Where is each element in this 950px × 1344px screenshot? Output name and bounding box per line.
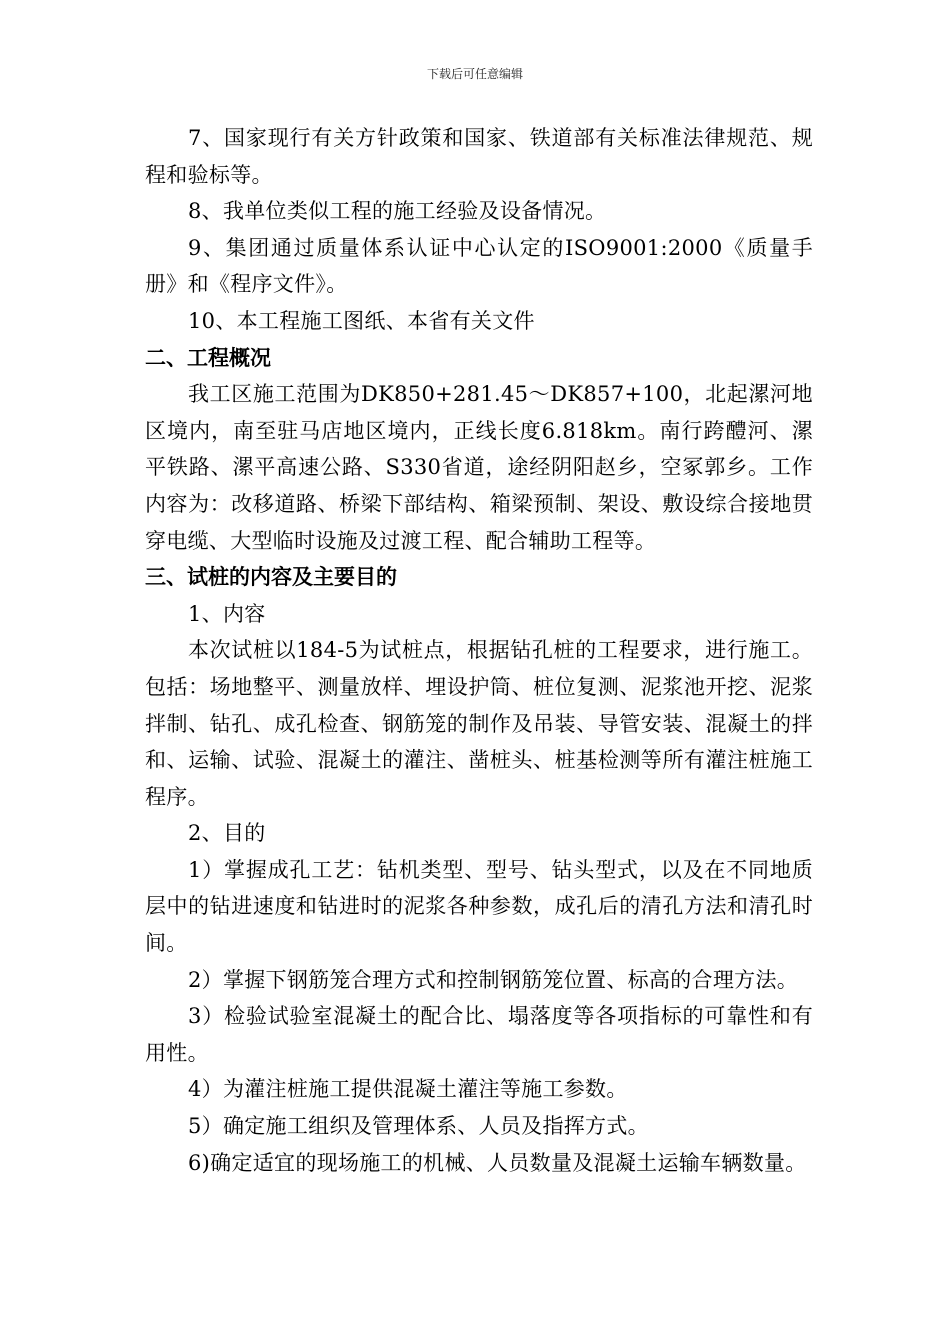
section-title-project-overview: 二、工程概况 <box>145 345 271 370</box>
purpose-item-2: 2）掌握下钢筋笼合理方式和控制钢筋笼位置、标高的合理方法。 <box>188 967 799 992</box>
basis-item-7: 7、国家现行有关方针政策和国家、铁道部有关标准法律规范、规程和验标等。 <box>145 126 813 187</box>
purpose-item-1: 1）掌握成孔工艺：钻机类型、型号、钻头型式，以及在不同地质层中的钻进速度和钻进时的泥浆各种参数，成孔后的清孔方法和清孔时间。 <box>145 857 813 956</box>
subsection-title-content: 1、内容 <box>188 601 266 626</box>
basis-item-9: 9、集团通过质量体系认证中心认定的ISO9001:2000《质量手册》和《程序文件》。 <box>145 235 813 297</box>
header-note: 下载后可任意编辑 <box>426 67 523 81</box>
subsection-title-purpose: 2、目的 <box>188 821 266 846</box>
basis-item-10: 10、本工程施工图纸、本省有关文件 <box>188 308 535 333</box>
basis-item-8: 8、我单位类似工程的施工经验及设备情况。 <box>188 199 607 224</box>
section-title-test-pile: 三、试桩的内容及主要目的 <box>145 565 397 590</box>
purpose-item-5: 5）确定施工组织及管理体系、人员及指挥方式。 <box>188 1114 649 1139</box>
purpose-item-3: 3）检验试验室混凝土的配合比、塌落度等各项指标的可靠性和有用性。 <box>145 1004 813 1065</box>
content-text: 本次试桩以184-5为试桩点，根据钻孔桩的工程要求，进行施工。包括：场地整平、测量放样、埋设护筒、桩位复测、泥浆池开挖、泥浆拌制、钻孔、成孔检查、钢筋笼的制作及吊装、导管安装、混凝土的拌和、运输、试验、混凝土的灌注、凿桩头、桩基检测等所有灌注桩施工程序。 <box>145 638 813 809</box>
project-overview-text: 我工区施工范围为DK850+281.45～DK857+100，北起漯河地区境内，南至驻马店地区境内，正线长度6.818km。南行跨醴河、漯平铁路、漯平高速公路、S330省道，途经阴阳赵乡，空冢郭乡。工作内容为：改移道路、桥梁下部结构、箱梁预制、架设、敷设综合接地贯穿电缆、大型临时设施及过渡工程、配合辅助工程等。 <box>145 382 813 553</box>
purpose-item-6: 6)确定适宜的现场施工的机械、人员数量及混凝土运输车辆数量。 <box>188 1150 807 1175</box>
purpose-item-4: 4）为灌注桩施工提供混凝土灌注等施工参数。 <box>188 1077 628 1102</box>
document-body <box>145 120 813 1181</box>
